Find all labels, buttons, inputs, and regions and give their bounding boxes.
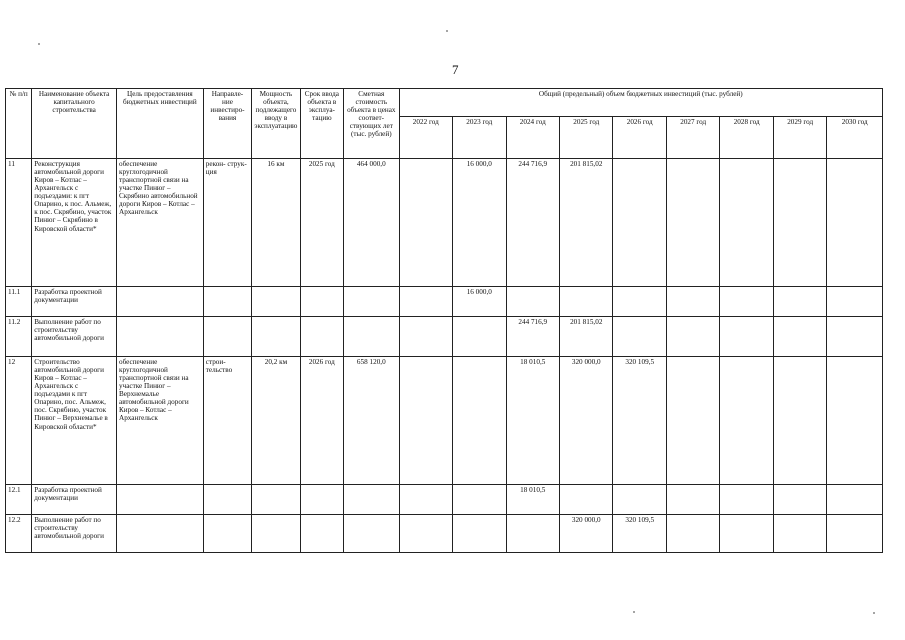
- investment-direction: рекон- струк- ция: [203, 159, 251, 287]
- year-amount: [453, 357, 506, 485]
- investment-goal: [117, 287, 204, 317]
- header-year: 2024 год: [506, 117, 559, 159]
- header-no: № п/п: [6, 89, 32, 159]
- header-cost: Сметная стоимость объекта в ценах соответ- ствующих лет (тыс. рублей): [344, 89, 400, 159]
- year-amount: [720, 159, 773, 287]
- year-amount: [399, 317, 452, 357]
- commissioning-term: 2025 год: [300, 159, 343, 287]
- scan-speck: [38, 43, 40, 45]
- object-name: Разработка проектной документации: [32, 485, 117, 515]
- year-amount: [827, 485, 883, 515]
- year-amount: [720, 357, 773, 485]
- object-capacity: [252, 515, 300, 553]
- year-amount: 320 109,5: [613, 357, 666, 485]
- page-number: 7: [452, 62, 459, 77]
- object-capacity: 16 км: [252, 159, 300, 287]
- header-year: 2023 год: [453, 117, 506, 159]
- estimated-cost: [344, 485, 400, 515]
- table-row: [6, 515, 883, 553]
- header-goal: Цель предоставления бюджетных инвестиций: [117, 89, 204, 159]
- year-amount: [666, 485, 719, 515]
- estimated-cost: 464 000,0: [344, 159, 400, 287]
- header-year: 2029 год: [773, 117, 826, 159]
- year-amount: [506, 515, 559, 553]
- year-amount: [613, 287, 666, 317]
- year-amount: [453, 317, 506, 357]
- year-amount: [773, 357, 826, 485]
- year-amount: [399, 357, 452, 485]
- estimated-cost: [344, 515, 400, 553]
- commissioning-term: 2026 год: [300, 357, 343, 485]
- year-amount: 18 010,5: [506, 357, 559, 485]
- year-amount: [666, 317, 719, 357]
- year-amount: 18 010,5: [506, 485, 559, 515]
- estimated-cost: [344, 287, 400, 317]
- header-year: 2026 год: [613, 117, 666, 159]
- commissioning-term: [300, 317, 343, 357]
- header-name: Наименование объекта капитального строительства: [32, 89, 117, 159]
- object-name: Реконструкция автомобильной дороги Киров – Котлас – Архангельск с подъездами: к пгт Опарино, к пос. Альмеж, к пос. Скрябино, участок Пинюг – Скрябино в Кировской области*: [32, 159, 117, 287]
- year-amount: [613, 485, 666, 515]
- header-term: Срок ввода объекта в эксплуа- тацию: [300, 89, 343, 159]
- investment-goal: [117, 317, 204, 357]
- year-amount: [453, 485, 506, 515]
- investment-direction: строи- тельство: [203, 357, 251, 485]
- row-number: 12.1: [6, 485, 32, 515]
- year-amount: 320 000,0: [560, 515, 613, 553]
- row-number: 12: [6, 357, 32, 485]
- row-number: 12.2: [6, 515, 32, 553]
- row-number: 11.2: [6, 317, 32, 357]
- object-capacity: [252, 485, 300, 515]
- year-amount: [720, 317, 773, 357]
- investment-goal: [117, 485, 204, 515]
- investment-goal: обеспечение круглогодичной транспортной связи на участке Пинюг – Верхнемалье автомобильной дороги Киров – Котлас – Архангельск: [117, 357, 204, 485]
- year-amount: [666, 287, 719, 317]
- year-amount: [827, 515, 883, 553]
- year-amount: [666, 357, 719, 485]
- object-capacity: [252, 287, 300, 317]
- investment-goal: [117, 515, 204, 553]
- year-amount: [827, 317, 883, 357]
- commissioning-term: [300, 485, 343, 515]
- year-amount: [399, 515, 452, 553]
- object-name: Строительство автомобильной дороги Киров – Котлас – Архангельск с подъездами к пгт Опарино, пос. Альмеж, пос. Скрябино, участок Пинюг – Верхнемалье в Кировской области*: [32, 357, 117, 485]
- header-row-top: [6, 89, 883, 117]
- table-row: [6, 357, 883, 485]
- year-amount: [613, 317, 666, 357]
- header-year: 2022 год: [399, 117, 452, 159]
- header-year: 2030 год: [827, 117, 883, 159]
- table-body: [6, 159, 883, 553]
- investment-direction: [203, 317, 251, 357]
- table-row: [6, 317, 883, 357]
- year-amount: [399, 485, 452, 515]
- year-amount: [827, 357, 883, 485]
- year-amount: [827, 287, 883, 317]
- investment-table: [5, 88, 883, 553]
- table-row: [6, 159, 883, 287]
- year-amount: [773, 317, 826, 357]
- year-amount: [666, 515, 719, 553]
- commissioning-term: [300, 287, 343, 317]
- table-row: [6, 485, 883, 515]
- scan-speck: [446, 30, 448, 32]
- estimated-cost: [344, 317, 400, 357]
- object-name: Выполнение работ по строительству автомобильной дороги: [32, 317, 117, 357]
- object-name: Выполнение работ по строительству автомобильной дороги: [32, 515, 117, 553]
- year-amount: 320 109,5: [613, 515, 666, 553]
- header-capacity: Мощность объекта, подлежащего вводу в эксплуатацию: [252, 89, 300, 159]
- year-amount: 244 716,9: [506, 159, 559, 287]
- object-capacity: [252, 317, 300, 357]
- year-amount: [827, 159, 883, 287]
- investment-direction: [203, 485, 251, 515]
- row-number: 11: [6, 159, 32, 287]
- header-total-investment: Общий (предельный) объем бюджетных инвестиций (тыс. рублей): [399, 89, 882, 117]
- year-amount: 16 000,0: [453, 159, 506, 287]
- year-amount: [773, 485, 826, 515]
- year-amount: [453, 515, 506, 553]
- table-row: [6, 287, 883, 317]
- header-year: 2025 год: [560, 117, 613, 159]
- year-amount: [560, 287, 613, 317]
- year-amount: [560, 485, 613, 515]
- scan-speck: [873, 612, 875, 614]
- year-amount: 244 716,9: [506, 317, 559, 357]
- year-amount: [773, 287, 826, 317]
- header-direction: Направле- ние инвестиро- вания: [203, 89, 251, 159]
- year-amount: [773, 515, 826, 553]
- year-amount: [613, 159, 666, 287]
- investment-direction: [203, 515, 251, 553]
- year-amount: [720, 515, 773, 553]
- row-number: 11.1: [6, 287, 32, 317]
- year-amount: [773, 159, 826, 287]
- commissioning-term: [300, 515, 343, 553]
- object-name: Разработка проектной документации: [32, 287, 117, 317]
- header-year: 2027 год: [666, 117, 719, 159]
- year-amount: [506, 287, 559, 317]
- year-amount: 201 815,02: [560, 317, 613, 357]
- year-amount: 16 000,0: [453, 287, 506, 317]
- scan-speck: [633, 611, 635, 613]
- estimated-cost: 658 120,0: [344, 357, 400, 485]
- year-amount: [399, 159, 452, 287]
- object-capacity: 20,2 км: [252, 357, 300, 485]
- investment-direction: [203, 287, 251, 317]
- year-amount: [399, 287, 452, 317]
- year-amount: 320 000,0: [560, 357, 613, 485]
- year-amount: 201 815,02: [560, 159, 613, 287]
- year-amount: [720, 287, 773, 317]
- year-amount: [666, 159, 719, 287]
- investment-goal: обеспечение круглогодичной транспортной связи на участке Пинюг – Скрябино автомобильной дороги Киров – Котлас – Архангельск: [117, 159, 204, 287]
- year-amount: [720, 485, 773, 515]
- header-year: 2028 год: [720, 117, 773, 159]
